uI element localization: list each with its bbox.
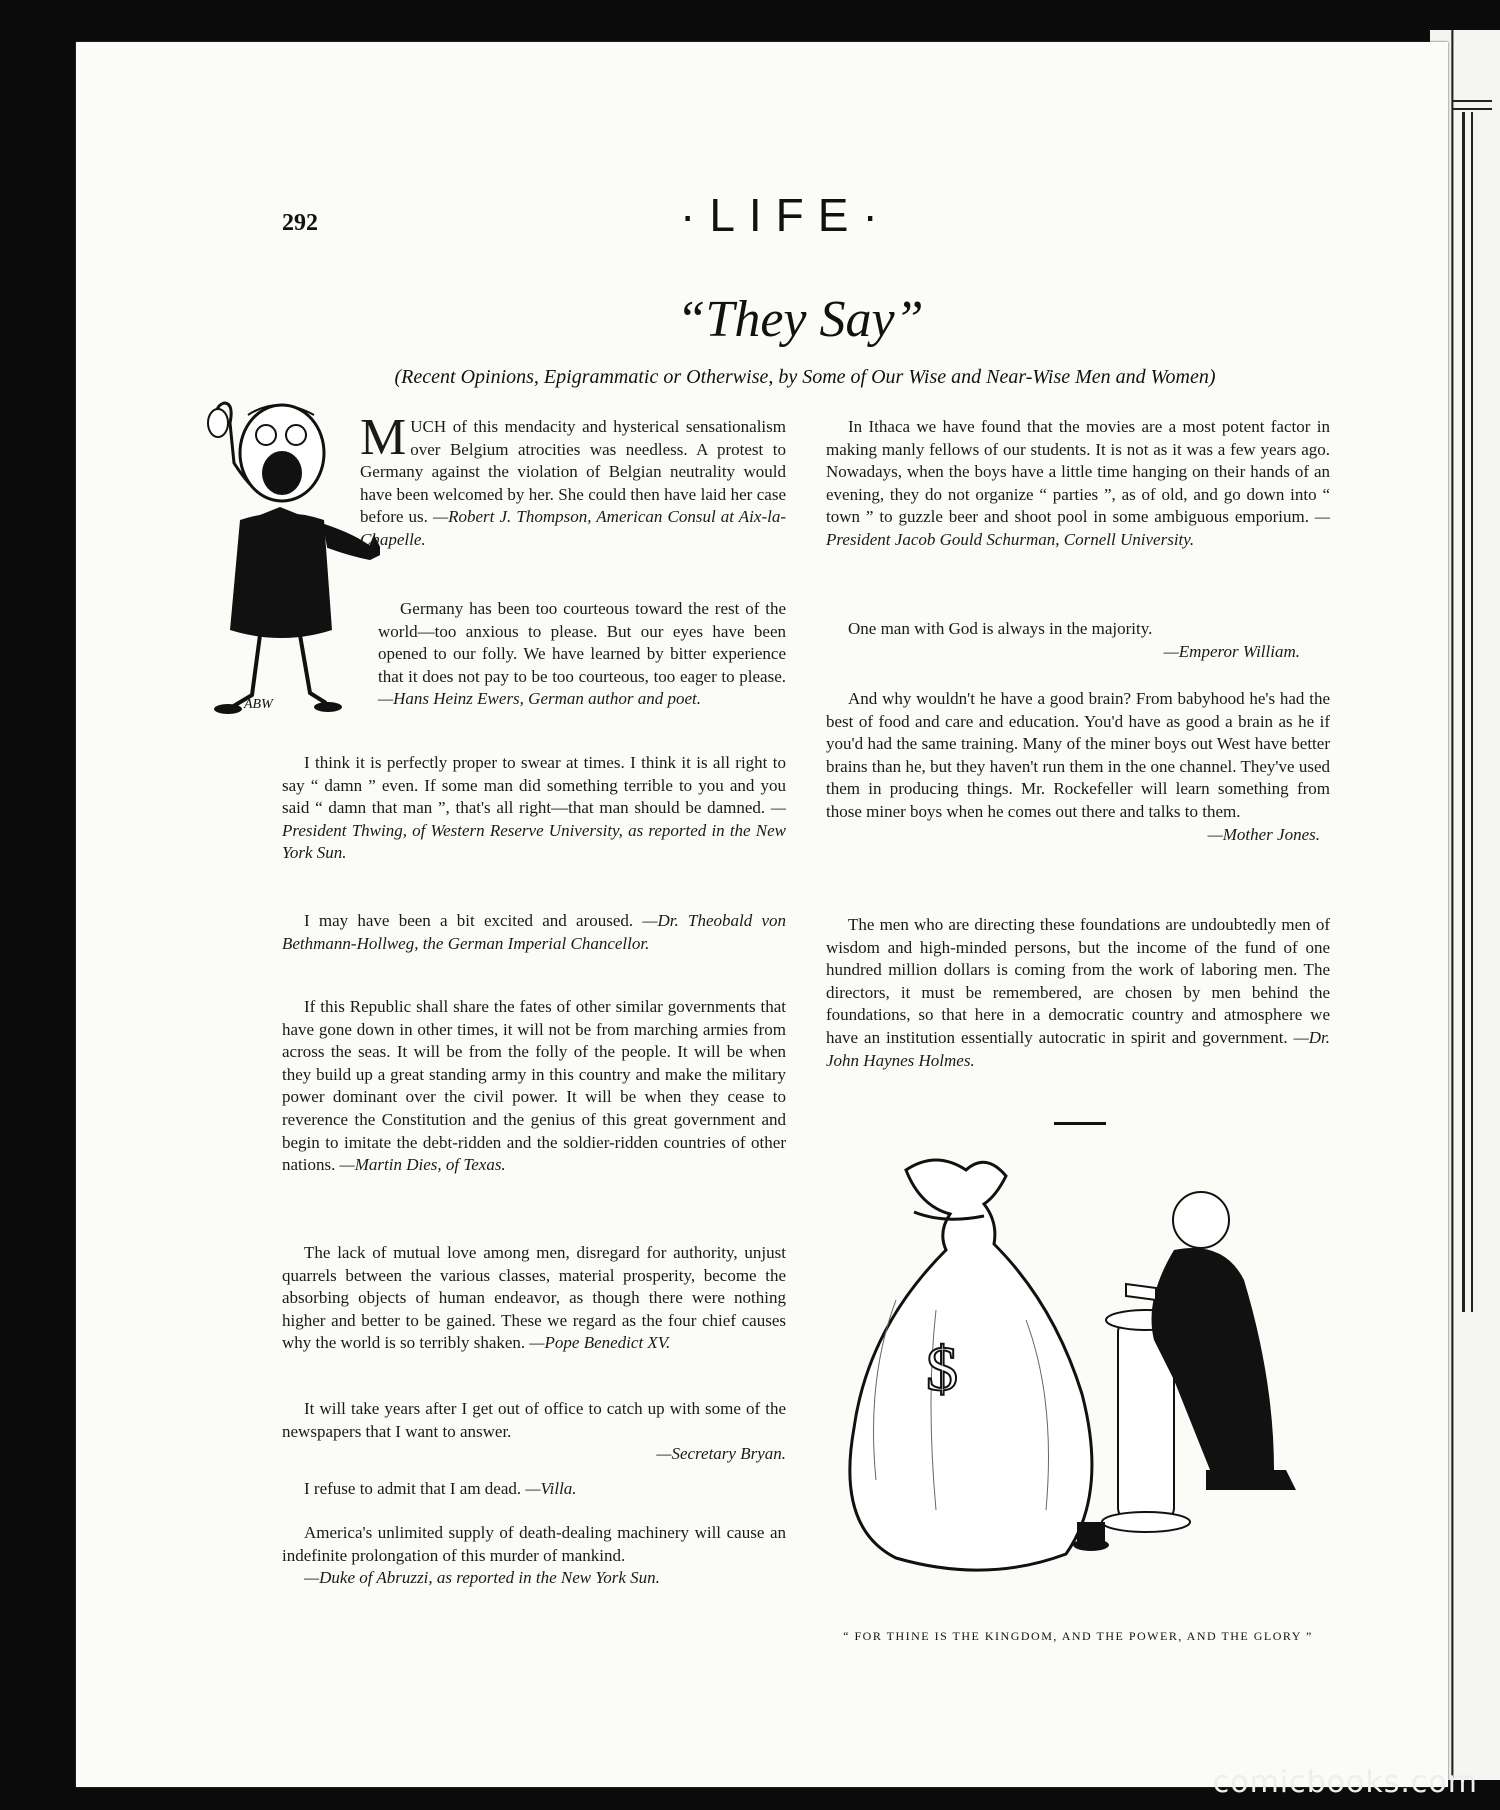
quote-attribution: —Dr. John Haynes Holmes. (826, 1027, 1331, 1070)
quote-attribution: —Duke of Abruzzi, as reported in the New York Sun. (304, 1568, 660, 1588)
quote-attribution: —Mother Jones. (1207, 824, 1320, 844)
orator-caricature-illustration (200, 395, 380, 725)
illustrator-signature: ABW (244, 697, 273, 712)
quote-block (826, 618, 1330, 663)
quote-block (282, 752, 786, 865)
masthead: ·LIFE· (680, 189, 892, 241)
quote-text: America's unlimited supply of death-dealing machinery will cause an indefinite prolongation of this murder of mankind. (282, 1523, 786, 1565)
quote-block (282, 1398, 786, 1466)
quote-block (282, 910, 786, 955)
quote-attribution: —Robert J. Thompson, American Consul at Aix-la-Chapelle. (360, 507, 786, 549)
adjacent-page-rule (1452, 100, 1492, 110)
quote-attribution: —Dr. Theobald von Bethmann-Hollweg, the German Imperial Chancellor. (282, 911, 786, 953)
quote-block (282, 1242, 786, 1355)
quote-block (282, 996, 786, 1177)
quote-block (282, 1478, 786, 1501)
watermark: comicbooks.com (1212, 1765, 1478, 1800)
quote-text: The lack of mutual love among men, disregard for authority, unjust quarrels between the various classes, material prosperity, become the absorbing objects of human endeavor, as though there were nothing higher and better to be gained. These we regard as the four chief causes why the world is so terribly shaken. (282, 1243, 786, 1353)
money-bag-cartoon-illustration (826, 1150, 1326, 1590)
dollar-sign: $ (926, 1333, 958, 1404)
quote-text: I may have been a bit excited and aroused. (304, 911, 634, 930)
cartoon-caption: “ FOR THINE IS THE KINGDOM, AND THE POWER, AND THE GLORY ” (843, 1629, 1313, 1643)
adjacent-page-frame (1462, 112, 1473, 1312)
quote-block (826, 688, 1330, 846)
drop-cap: M (360, 409, 407, 466)
page-number: 292 (282, 210, 318, 236)
quote-block (360, 409, 786, 552)
quote-text: I refuse to admit that I am dead. (304, 1479, 522, 1498)
quote-attribution: —Pope Benedict XV. (529, 1333, 671, 1353)
section-divider (1054, 1122, 1106, 1125)
quote-attribution: —Hans Heinz Ewers, German author and poet. (378, 689, 701, 709)
quote-block (826, 416, 1330, 552)
quote-text: UCH of this mendacity and hysterical sensationalism over Belgium atrocities was needless. A protest to Germany against the violation of Belgian neutrality would have been welcomed by her. She could then have laid her case before us. (360, 417, 786, 527)
quote-text: And why wouldn't he have a good brain? From babyhood he's had the best of food and care and education. You'd have as good a brain as he if you'd had the same training. Many of the miner boys out West have better brains than he, but they haven't run them in the one channel. They've used them in producing things. Mr. Rockefeller will learn something from those miner boys when he comes out there and talks to them. (826, 689, 1330, 821)
quote-attribution: —Emperor William. (1163, 641, 1300, 661)
quote-attribution: —President Jacob Gould Schurman, Cornell University. (826, 507, 1331, 549)
quote-text: It will take years after I get out of office to catch up with some of the newspapers that I want to answer. (282, 1399, 786, 1441)
page-subtitle: (Recent Opinions, Epigrammatic or Otherwise, by Some of Our Wise and Near-Wise Men and Women) (394, 366, 1216, 388)
quote-text: The men who are directing these foundations are undoubtedly men of wisdom and high-minded persons, but the income of the fund of one hundred million dollars is coming from the work of laboring men. The directors, it must be remembered, are chosen by men behind the foundations, so that here in a democratic country and atmosphere we have an institution essentially autocratic in spirit and government. (826, 915, 1330, 1047)
quote-text: If this Republic shall share the fates of other similar governments that have gone down in other times, it will not be from marching armies from across the seas. It will be from the folly of the people. It will be when they build up a great standing army in this country and make the military power dominant over the civil power. It will be when they cease to reverence the Constitution and the genius of this great government and begin to imitate the debt-ridden and the soldier-ridden countries of other nations. (282, 997, 786, 1175)
quote-text: One man with God is always in the majority. (848, 619, 1153, 638)
quote-attribution: —Secretary Bryan. (656, 1444, 786, 1464)
quote-attribution: —Villa. (525, 1479, 577, 1498)
quote-block (282, 1522, 786, 1590)
quote-block (378, 598, 786, 711)
quote-text: In Ithaca we have found that the movies are a most potent factor in making manly fellows of our students. It is not as it was a few years ago. Nowadays, when the boys have a little time hanging on their hands of an evening, they do not organize “ parties ”, as of old, and go down into “ town ” to guzzle beer and shoot pool in some ambiguous emporium. (826, 417, 1330, 527)
quote-attribution: —President Thwing, of Western Reserve University, as reported in the New York Sun. (282, 798, 786, 863)
quote-text: I think it is perfectly proper to swear at times. I think it is all right to say “ damn ” even. If some man did something terrible to you and you said “ damn that man ”, that's all right—that man should be damned. (282, 753, 786, 818)
page-title: “They Say” (676, 291, 924, 348)
quote-text: Germany has been too courteous toward the rest of the world—too anxious to please. But our eyes have been opened to our folly. We have learned by bitter experience that it does not pay to be too courteous, too eager to please. (378, 599, 786, 686)
quote-block (826, 914, 1330, 1072)
quote-attribution: —Martin Dies, of Texas. (339, 1155, 506, 1175)
